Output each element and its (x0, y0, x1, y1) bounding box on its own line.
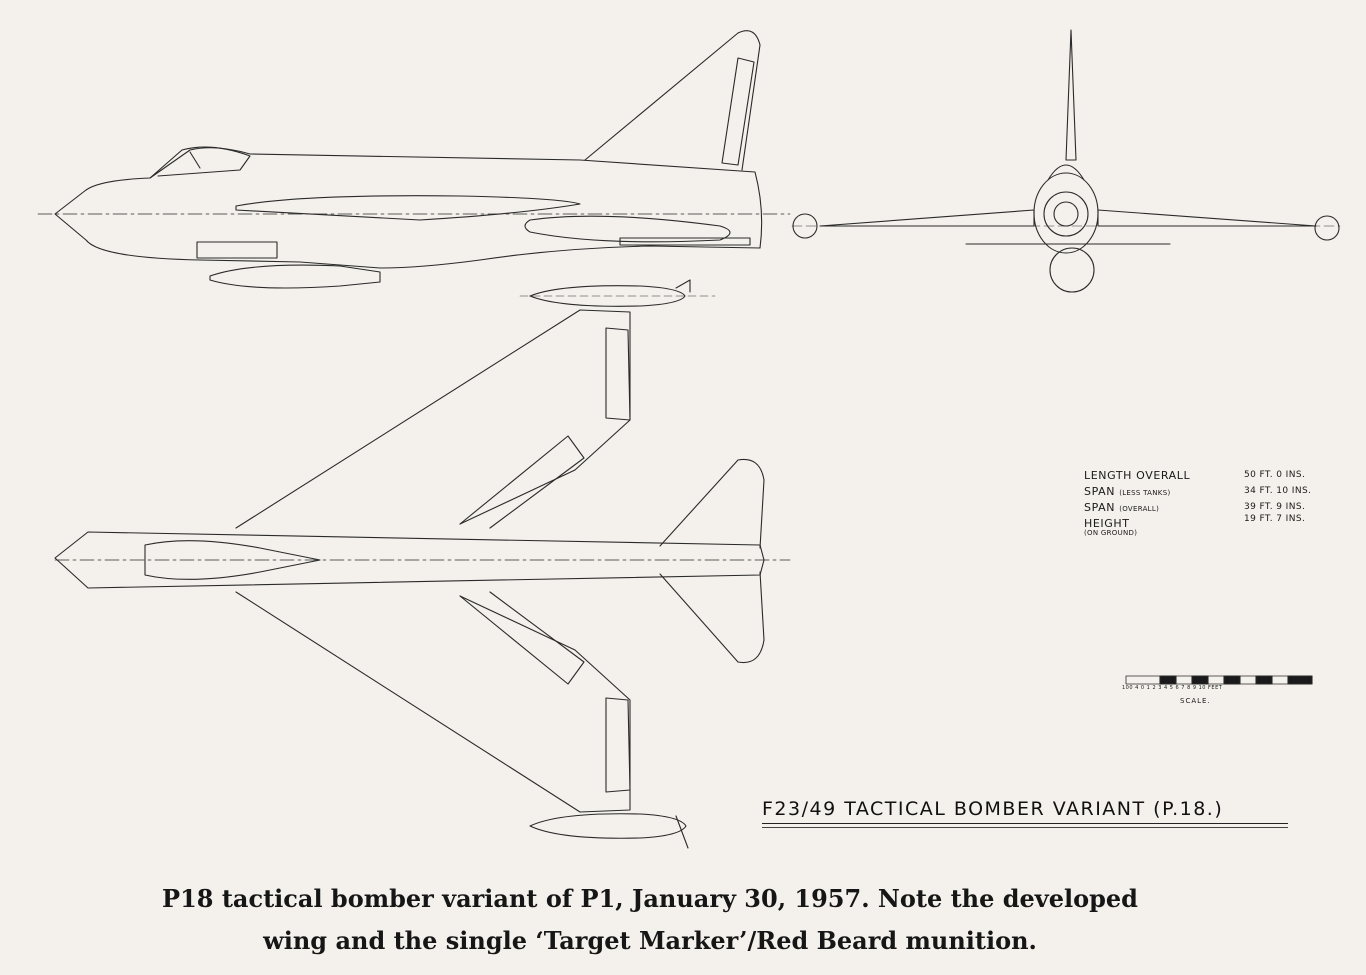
front-wing-left (820, 210, 1034, 226)
title-underline-thin (762, 827, 1288, 828)
scale-bar (1126, 676, 1312, 684)
side-view (38, 31, 790, 307)
side-gun-pack (197, 242, 277, 258)
dim-span-overall-label: SPAN (1084, 501, 1116, 514)
dim-height-value: 19 FT. 7 INS. (1244, 514, 1306, 524)
plan-aileron-lower (606, 698, 630, 792)
plan-wingtip-tank (530, 814, 686, 839)
dim-span-overall-value: 39 FT. 9 INS. (1244, 502, 1306, 512)
front-intake-cone (1054, 202, 1078, 226)
title-underline (762, 823, 1288, 824)
side-fuselage (55, 148, 762, 268)
front-view (792, 30, 1340, 292)
front-wing-right (1098, 210, 1316, 226)
plan-wing-upper (236, 310, 630, 528)
dim-span-label: SPAN (1084, 485, 1116, 498)
front-tip-tank-right (1315, 216, 1339, 240)
dim-length-value: 50 FT. 0 INS. (1244, 470, 1306, 480)
plan-flap-upper (460, 436, 584, 528)
front-intake (1044, 192, 1088, 236)
side-rudder (722, 58, 754, 165)
side-munition (210, 265, 380, 288)
dim-height-row (1084, 514, 1324, 541)
drawing-title: F23/49 TACTICAL BOMBER VARIANT (P.18.) (762, 798, 1224, 820)
dim-span-row (1084, 485, 1324, 499)
plan-aileron-upper (606, 328, 630, 420)
dim-height-label: HEIGHT (1084, 517, 1130, 530)
dim-span-qualifier: (LESS TANKS) (1119, 489, 1171, 497)
dim-length-label: LENGTH OVERALL (1084, 469, 1191, 482)
side-wing-fairing (236, 196, 580, 220)
dim-span-overall-row (1084, 501, 1324, 515)
dim-span-value: 34 FT. 10 INS. (1244, 486, 1312, 496)
plan-tailplane-upper (660, 459, 764, 548)
scale-label: SCALE. (1180, 697, 1211, 705)
front-fin (1066, 30, 1076, 160)
side-fin (585, 31, 760, 170)
figure-caption (0, 878, 1300, 962)
dim-span-overall-qualifier: (OVERALL) (1119, 505, 1160, 513)
dim-height-qualifier: (ON GROUND) (1084, 529, 1138, 537)
dimensions-table (1084, 469, 1324, 543)
plan-view (55, 310, 790, 848)
side-canopy-frame (190, 152, 200, 168)
caption-line-1: P18 tactical bomber variant of P1, January 30, 1957. Note the developed (162, 884, 1138, 913)
dim-length-row (1084, 469, 1324, 483)
plan-wing-lower (236, 592, 630, 812)
plan-flap-lower (460, 592, 584, 684)
front-munition (1050, 248, 1094, 292)
caption-line-2: wing and the single ‘Target Marker’/Red Beard munition. (263, 926, 1037, 955)
scale-ticks: 100 4 0 1 2 3 4 5 6 7 8 9 10 FEET (1122, 685, 1223, 691)
plan-tailplane-lower (660, 572, 764, 663)
side-tank-fin (676, 280, 690, 292)
side-canopy (150, 147, 250, 178)
